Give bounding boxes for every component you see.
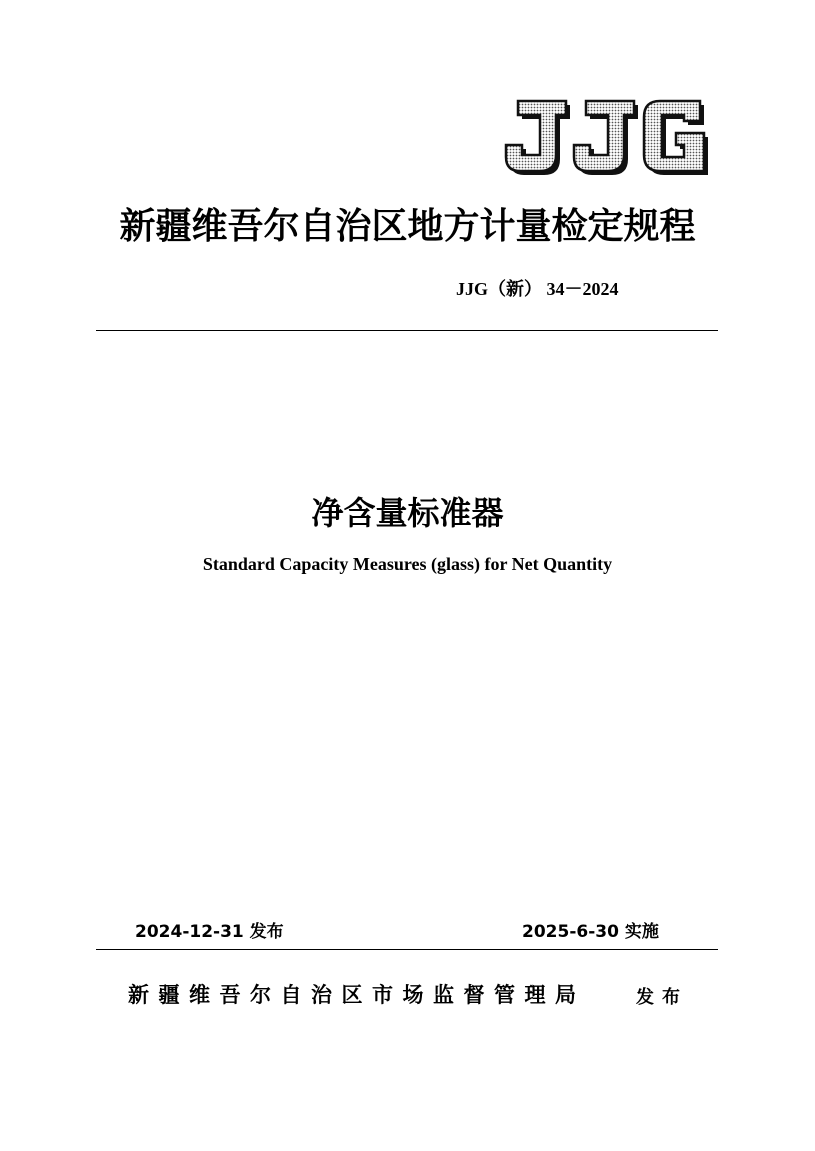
issue-date: 2024-12-31 发布 <box>135 922 284 942</box>
top-divider <box>96 330 718 331</box>
issuing-authority: 新疆维吾尔自治区市场监督管理局 <box>128 982 586 1007</box>
document-number: JJG（新） 34－2024 <box>456 279 619 299</box>
logo-text <box>500 177 501 178</box>
issuer-action: 发布 <box>636 987 688 1008</box>
bottom-divider <box>96 949 718 950</box>
jjg-emblem-icon <box>500 97 712 177</box>
document-title-cn: 净含量标准器 <box>311 494 504 532</box>
effective-date: 2025-6-30 实施 <box>522 922 659 942</box>
regulation-series-title: 新疆维吾尔自治区地方计量检定规程 <box>119 206 696 247</box>
document-title-en: Standard Capacity Measures (glass) for Net Quantity <box>202 554 613 574</box>
jjg-logo <box>500 97 712 177</box>
